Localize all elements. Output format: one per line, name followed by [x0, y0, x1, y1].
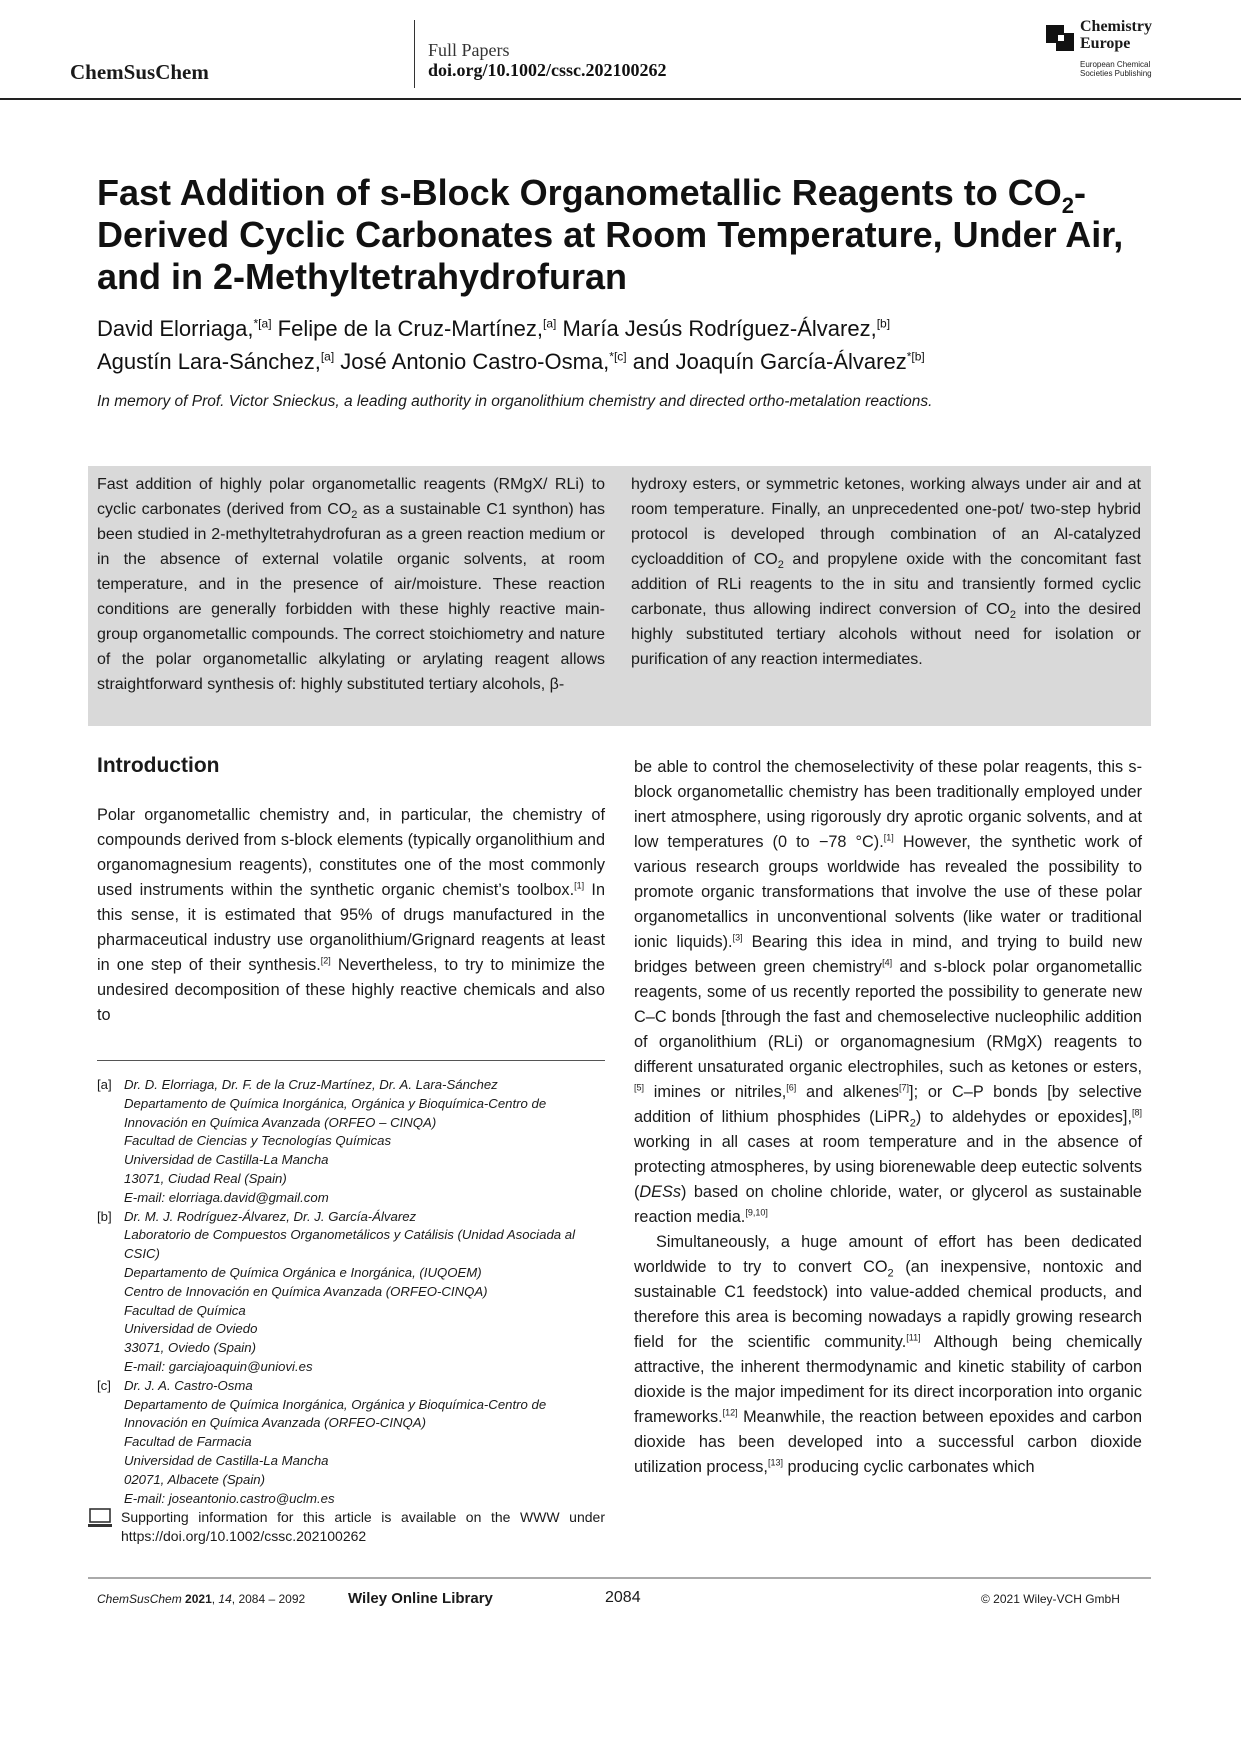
- author-name[interactable]: and Joaquín García-Álvarez: [632, 349, 907, 374]
- logo-subtitle: [1080, 60, 1152, 78]
- citation[interactable]: [12]: [722, 1407, 738, 1418]
- footnote-line: E-mail: joseantonio.castro@uclm.es: [124, 1490, 335, 1506]
- paragraph: [634, 755, 1142, 1230]
- footnote-line: Dr. J. A. Castro-Osma: [124, 1377, 253, 1393]
- doi-link[interactable]: doi.org/10.1002/cssc.202100262: [428, 60, 667, 80]
- body-text: ]; or C–P bonds [by selective addition of lithium phosphides (LiPR: [634, 1083, 1142, 1126]
- footnote-key: [a]: [97, 1077, 112, 1092]
- footnote-line: E-mail: elorriaga.david@gmail.com: [124, 1189, 329, 1205]
- body-text: Polar organometallic chemistry and, in particular, the chemistry of compounds derived from s-block elements (typically organolithium and organomagnesium reagents), constitutes one of the most commonly used instruments within the synthetic organic chemist’s toolbox.: [97, 806, 605, 899]
- body-text: be able to control the chemoselectivity of these polar reagents, this s-block organometallic chemistry has been traditionally employed under inert atmosphere, using rigorously dry aprotic organic solvents, and at low temperatures (0 to −78 °C).: [634, 758, 1142, 851]
- body-text: Meanwhile, the reaction between epoxides and carbon dioxide has been developed into a successful carbon dioxide utilization process,: [634, 1408, 1142, 1476]
- footnote-line: E-mail: garciajoaquin@uniovi.es: [124, 1358, 313, 1374]
- logo-line-1: Chemistry: [1080, 18, 1152, 35]
- paragraph: [634, 1230, 1142, 1480]
- citation[interactable]: [1]: [883, 832, 894, 843]
- body-text: producing cyclic carbonates which: [782, 1458, 1035, 1476]
- abstract-box: [88, 466, 1151, 726]
- footnote-line: Centro de Innovación en Química Avanzada (ORFEO-CINQA): [124, 1283, 488, 1299]
- co2-subscript: 2: [777, 559, 784, 572]
- author-name[interactable]: María Jesús Rodríguez-Álvarez,: [562, 316, 877, 341]
- footnote-line: Facultad de Farmacia: [124, 1434, 252, 1450]
- footnote-line: Departamento de Química Orgánica e Inorgánica, (IUQOEM): [124, 1264, 482, 1280]
- header-divider: [414, 20, 415, 88]
- footer-volume: 14: [218, 1592, 232, 1606]
- author-affiliation-mark: [a]: [320, 349, 335, 364]
- chemistry-europe-mark-icon: [1046, 21, 1076, 51]
- header-rule: [0, 98, 1241, 100]
- affiliation-footnote: [97, 1208, 605, 1377]
- footnote-line: Facultad de Ciencias y Tecnologías Químicas: [124, 1133, 392, 1149]
- body-text: ) based on choline chloride, water, or glycerol as sustainable reaction media.: [634, 1183, 1142, 1226]
- supporting-info-text[interactable]: Supporting information for this article is available on the WWW under https://doi.org/10.1002/cssc.202100262: [121, 1509, 605, 1544]
- section-heading: Introduction: [97, 754, 220, 777]
- footnote-line: Dr. D. Elorriaga, Dr. F. de la Cruz-Martínez, Dr. A. Lara-Sánchez: [124, 1077, 498, 1092]
- body-text: Simultaneously, a huge amount of effort has been dedicated worldwide to try to convert CO: [634, 1233, 1142, 1276]
- copyright: © 2021 Wiley-VCH GmbH: [981, 1592, 1120, 1606]
- co2-subscript: 2: [887, 1267, 894, 1280]
- logo-sub-2: Societies Publishing: [1080, 69, 1152, 78]
- author-affiliation-mark: [a]: [542, 316, 557, 331]
- logo-line-2: Europe: [1080, 35, 1131, 52]
- citation[interactable]: [8]: [1131, 1107, 1142, 1118]
- footnote-line: Departamento de Química Inorgánica, Orgánica y Bioquímica-Centro de Innovación en Química Avanzada (ORFEO – CINQA): [124, 1095, 547, 1130]
- citation[interactable]: [2]: [320, 955, 331, 966]
- body-text: Although being chemically attractive, the inherent thermodynamic and kinetic stability of carbon dioxide is the major impediment for its direct incorporation into organic frameworks.: [634, 1333, 1142, 1426]
- title-part-2: -Derived Cyclic Carbonates at Room Temperature, Under Air, and in 2-Methyltetrahydrofuran: [97, 172, 1124, 297]
- body-text: However, the synthetic work of various research groups worldwide has revealed the possibility to promote organic transformations that involve the use of these polar organometallics in unconventional solvents (like water or traditional ionic liquids).: [634, 833, 1143, 951]
- intro-left-column: [97, 803, 605, 1028]
- footer-pages: 2084 – 2092: [238, 1592, 306, 1606]
- abstract-text: and propylene oxide with the concomitant fast addition of RLi reagents to the in situ and transiently formed cyclic carbonate, thus allowing indirect conversion of CO: [631, 551, 1141, 618]
- footnote-line: Laboratorio de Compuestos Organometálicos y Catálisis (Unidad Asociada al CSIC): [124, 1227, 576, 1262]
- page-number: 2084: [605, 1589, 641, 1606]
- body-text: Nevertheless, to try to minimize the undesired decomposition of these highly reactive chemicals and also to: [97, 956, 605, 1024]
- citation[interactable]: [4]: [882, 957, 893, 968]
- body-text: and s-block polar organometallic reagents, some of us recently reported the possibility to generate new C–C bonds [through the fast and chemoselective nucleophilic addition of organolithium (RLi) or organomagnesium (RMgX) reagents to different unsaturated organic electrophiles, such as ketones or esters,: [634, 958, 1143, 1076]
- intro-right-column: [634, 755, 1142, 1480]
- footer-rule: [88, 1577, 1151, 1579]
- citation[interactable]: [11]: [906, 1332, 921, 1343]
- italic-term: DESs: [639, 1183, 682, 1201]
- footer-journal: ChemSusChem: [97, 1592, 182, 1606]
- author-affiliation-mark: *[a]: [253, 316, 272, 331]
- footer-citation: ChemSusChem 2021, 14, 2084 – 2092: [97, 1592, 306, 1606]
- footnote-key: [c]: [97, 1377, 111, 1393]
- article-title: [97, 172, 1147, 298]
- citation[interactable]: [5]: [634, 1082, 645, 1093]
- footnote-line: Dr. M. J. Rodríguez-Álvarez, Dr. J. García-Álvarez: [124, 1208, 417, 1224]
- computer-icon: [88, 1508, 112, 1528]
- citation[interactable]: [3]: [732, 932, 743, 943]
- footnote-line: Universidad de Castilla-La Mancha: [124, 1152, 329, 1168]
- logo-wordmark: [1080, 18, 1152, 52]
- body-text: ) to aldehydes or epoxides],: [915, 1108, 1132, 1126]
- chemistry-europe-logo[interactable]: [1046, 18, 1196, 82]
- footnote-key: [b]: [97, 1208, 112, 1224]
- footnote-line: Universidad de Oviedo: [124, 1321, 258, 1337]
- footnote-line: Departamento de Química Inorgánica, Orgánica y Bioquímica-Centro de Innovación en Química Avanzada (ORFEO-CINQA): [124, 1396, 547, 1431]
- affiliation-footnote: [97, 1076, 605, 1208]
- body-text: and alkenes: [796, 1083, 900, 1101]
- wiley-online-library-link[interactable]: Wiley Online Library: [348, 1590, 493, 1607]
- co2-subscript: 2: [351, 509, 358, 522]
- abstract-text: as a sustainable C1 synthon) has been studied in 2-methyltetrahydrofuran as a green reaction medium or in the absence of external volatile organic solvents, at room temperature, and in the presence of air/moisture. These reaction conditions are generally forbidden with these highly reactive main-group organometallic compounds. The correct stoichiometry and nature of the polar organometallic alkylating or arylating reagent allows straightforward synthesis of: highly substituted tertiary alcohols, β-: [97, 501, 606, 693]
- abstract-column-2: [631, 472, 1141, 672]
- title-subscript: 2: [1061, 193, 1075, 219]
- subscript: 2: [909, 1117, 916, 1130]
- affiliation-footnote: [97, 1377, 605, 1509]
- author-name[interactable]: José Antonio Castro-Osma,: [340, 349, 610, 374]
- citation[interactable]: [7]: [899, 1082, 910, 1093]
- abstract-text: hydroxy esters, or symmetric ketones, working always under air and at room temperature. Finally, an unprecedented one-pot/ two-step hybrid protocol is developed through combination of an Al-catalyzed cycloaddition of CO: [631, 476, 1141, 568]
- author-affiliation-mark: [b]: [876, 316, 891, 331]
- footnote-line: Universidad de Castilla-La Mancha: [124, 1452, 329, 1468]
- affiliations: [97, 1076, 605, 1508]
- body-text: working in all cases at room temperature and in the absence of protecting atmospheres, by using biorenewable deep eutectic solvents (: [634, 1133, 1142, 1201]
- body-text: Bearing this idea in mind, and trying to build new bridges between green chemistry: [634, 933, 1142, 976]
- abstract-text: Fast addition of highly polar organometallic reagents (RMgX/ RLi) to cyclic carbonates (derived from CO: [97, 476, 605, 518]
- section-label: Full Papers: [428, 40, 510, 60]
- journal-name: ChemSusChem: [70, 60, 209, 84]
- citation[interactable]: [9,10]: [745, 1207, 768, 1218]
- co2-subscript: 2: [1009, 609, 1017, 622]
- body-text: (an inexpensive, nontoxic and sustainable C1 feedstock) into value-added chemical products, and therefore this area is becoming nowadays a rapidly growing research field for the scientific community.: [634, 1258, 1142, 1351]
- body-text: In this sense, it is estimated that 95% of drugs manufactured in the pharmaceutical industry use organolithium/Grignard reagents at least in one step of their synthesis.: [97, 881, 605, 974]
- footer-year: 2021: [185, 1592, 212, 1606]
- body-text: imines or nitriles,: [644, 1083, 787, 1101]
- citation[interactable]: [6]: [786, 1082, 797, 1093]
- author-list: [97, 312, 1157, 378]
- footnote-line: 33071, Oviedo (Spain): [124, 1340, 256, 1356]
- abstract-column-1: [97, 472, 605, 697]
- author-affiliation-mark: *[c]: [609, 349, 627, 364]
- supporting-info-note: [88, 1508, 605, 1546]
- title-part-1: Fast Addition of s-Block Organometallic Reagents to CO: [97, 172, 1062, 213]
- author-affiliation-mark: *[b]: [906, 349, 925, 364]
- footnote-rule: [97, 1060, 605, 1061]
- dedication: In memory of Prof. Victor Snieckus, a leading authority in organolithium chemistry and directed ortho-metalation reactions.: [97, 393, 933, 410]
- logo-sub-1: European Chemical: [1080, 60, 1151, 69]
- author-name[interactable]: Agustín Lara-Sánchez,: [97, 349, 321, 374]
- citation[interactable]: [1]: [574, 880, 585, 891]
- abstract-text: into the desired highly substituted tertiary alcohols without need for isolation or purification of any reaction intermediates.: [631, 601, 1141, 668]
- citation[interactable]: [13]: [767, 1457, 783, 1468]
- author-name[interactable]: David Elorriaga,: [97, 316, 254, 341]
- footnote-line: 02071, Albacete (Spain): [124, 1471, 266, 1487]
- author-name[interactable]: Felipe de la Cruz-Martínez,: [277, 316, 543, 341]
- footnote-line: 13071, Ciudad Real (Spain): [124, 1170, 287, 1186]
- footnote-line: Facultad de Química: [124, 1302, 246, 1318]
